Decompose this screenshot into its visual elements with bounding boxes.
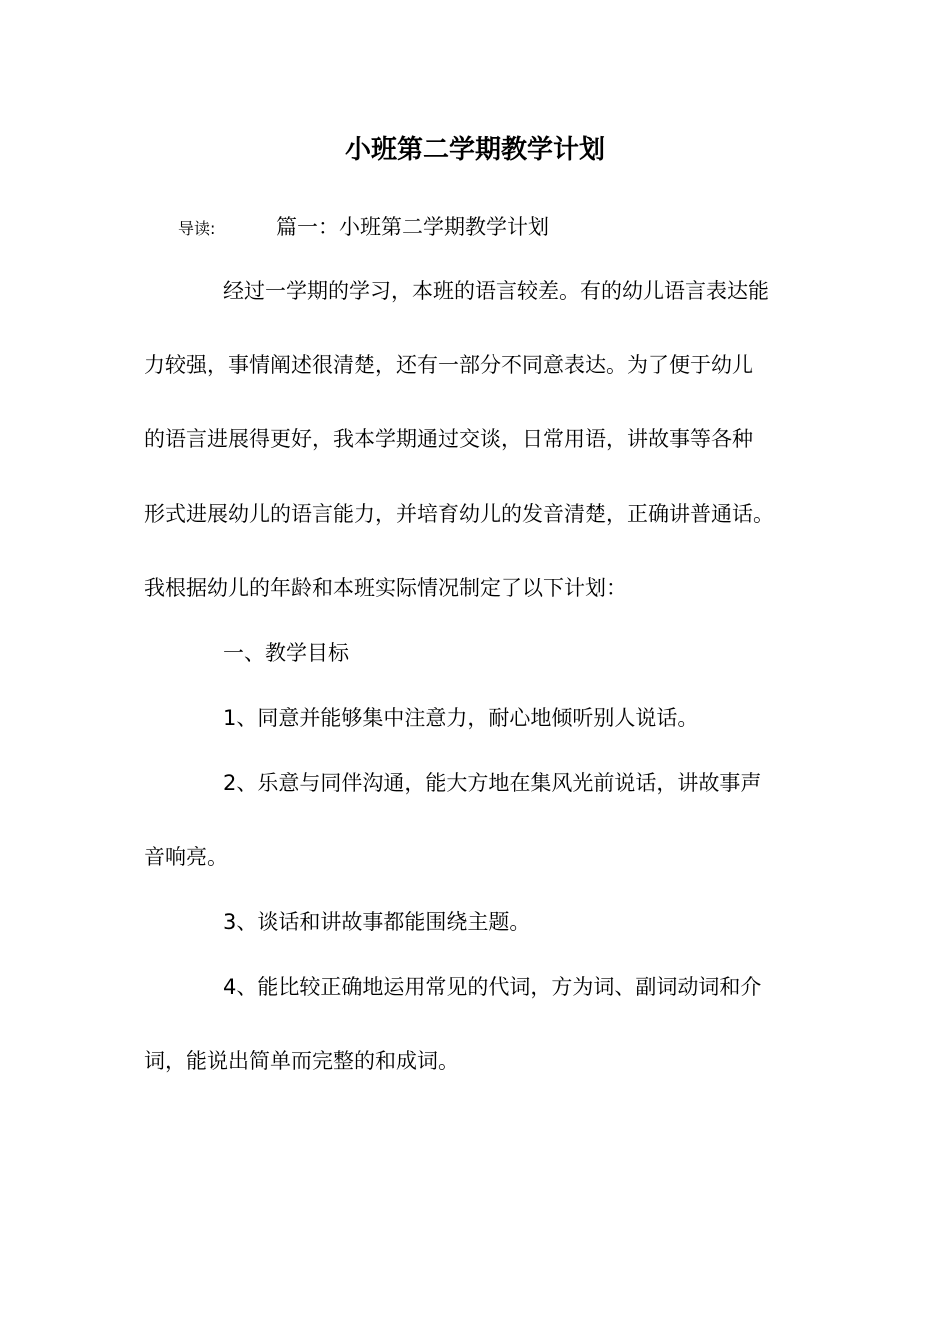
list-item: 2、乐意与同伴沟通，能大方地在集风光前说话，讲故事声 <box>223 771 762 795</box>
guide-label: 导读: <box>178 219 216 238</box>
document-title: 小班第二学期教学计划 <box>344 135 605 165</box>
paragraph-line: 形式进展幼儿的语言能力，并培育幼儿的发音清楚，正确讲普通话。 <box>144 502 774 526</box>
list-item: 4、能比较正确地运用常见的代词，方为词、副词动词和介 <box>223 975 762 999</box>
paragraph-line: 经过一学期的学习，本班的语言较差。有的幼儿语言表达能 <box>223 279 769 303</box>
guide-text: 篇一：小班第二学期教学计划 <box>276 215 549 239</box>
section-heading: 一、教学目标 <box>223 641 349 665</box>
paragraph-line: 力较强，事情阐述很清楚，还有一部分不同意表达。为了便于幼儿 <box>144 353 753 377</box>
list-item: 1、同意并能够集中注意力，耐心地倾听别人说话。 <box>223 706 699 730</box>
paragraph-line: 的语言进展得更好，我本学期通过交谈，日常用语，讲故事等各种 <box>144 427 753 451</box>
guide-row <box>178 212 549 242</box>
paragraph-line: 我根据幼儿的年龄和本班实际情况制定了以下计划： <box>144 576 627 600</box>
list-item-continuation: 音响亮。 <box>144 845 228 869</box>
list-item: 3、谈话和讲故事都能围绕主题。 <box>223 910 531 934</box>
list-item-continuation: 词，能说出简单而完整的和成词。 <box>144 1049 459 1073</box>
